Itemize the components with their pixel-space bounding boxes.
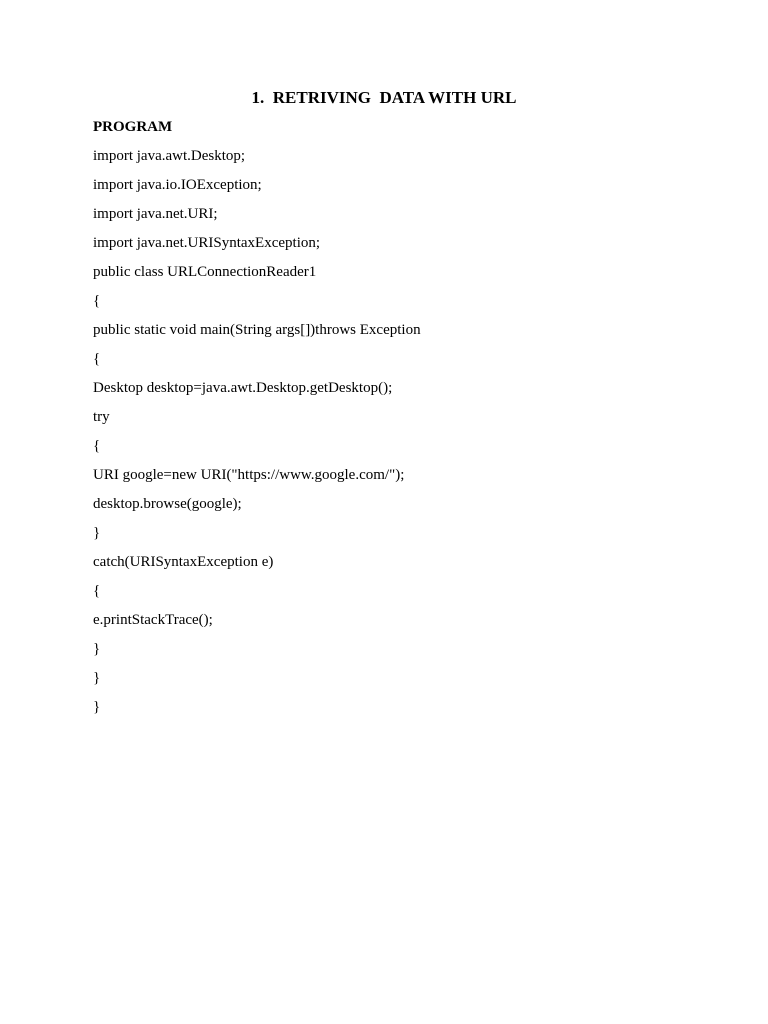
code-line: e.printStackTrace(); [93, 612, 213, 628]
page-title: 1. RETRIVING DATA WITH URL [251, 88, 517, 107]
code-line: } [93, 699, 101, 715]
code-line: { [93, 293, 101, 309]
code-line: { [93, 438, 101, 454]
code-line: import java.awt.Desktop; [93, 148, 246, 164]
code-line: } [93, 525, 101, 541]
code-line: public static void main(String args[])throws Exception [93, 322, 421, 338]
code-listing [93, 146, 421, 726]
section-label-program: PROGRAM [93, 119, 173, 135]
code-line: desktop.browse(google); [93, 496, 242, 512]
code-line: try [93, 409, 110, 425]
code-line: Desktop desktop=java.awt.Desktop.getDesktop(); [93, 380, 393, 396]
code-line: import java.io.IOException; [93, 177, 262, 193]
code-line: import java.net.URI; [93, 206, 218, 222]
code-line: URI google=new URI("https://www.google.com/"); [93, 467, 405, 483]
code-line: catch(URISyntaxException e) [93, 554, 274, 570]
code-line: public class URLConnectionReader1 [93, 264, 317, 280]
code-line: } [93, 670, 101, 686]
code-line: } [93, 641, 101, 657]
code-line: { [93, 583, 101, 599]
code-line: { [93, 351, 101, 367]
code-line: import java.net.URISyntaxException; [93, 235, 321, 251]
